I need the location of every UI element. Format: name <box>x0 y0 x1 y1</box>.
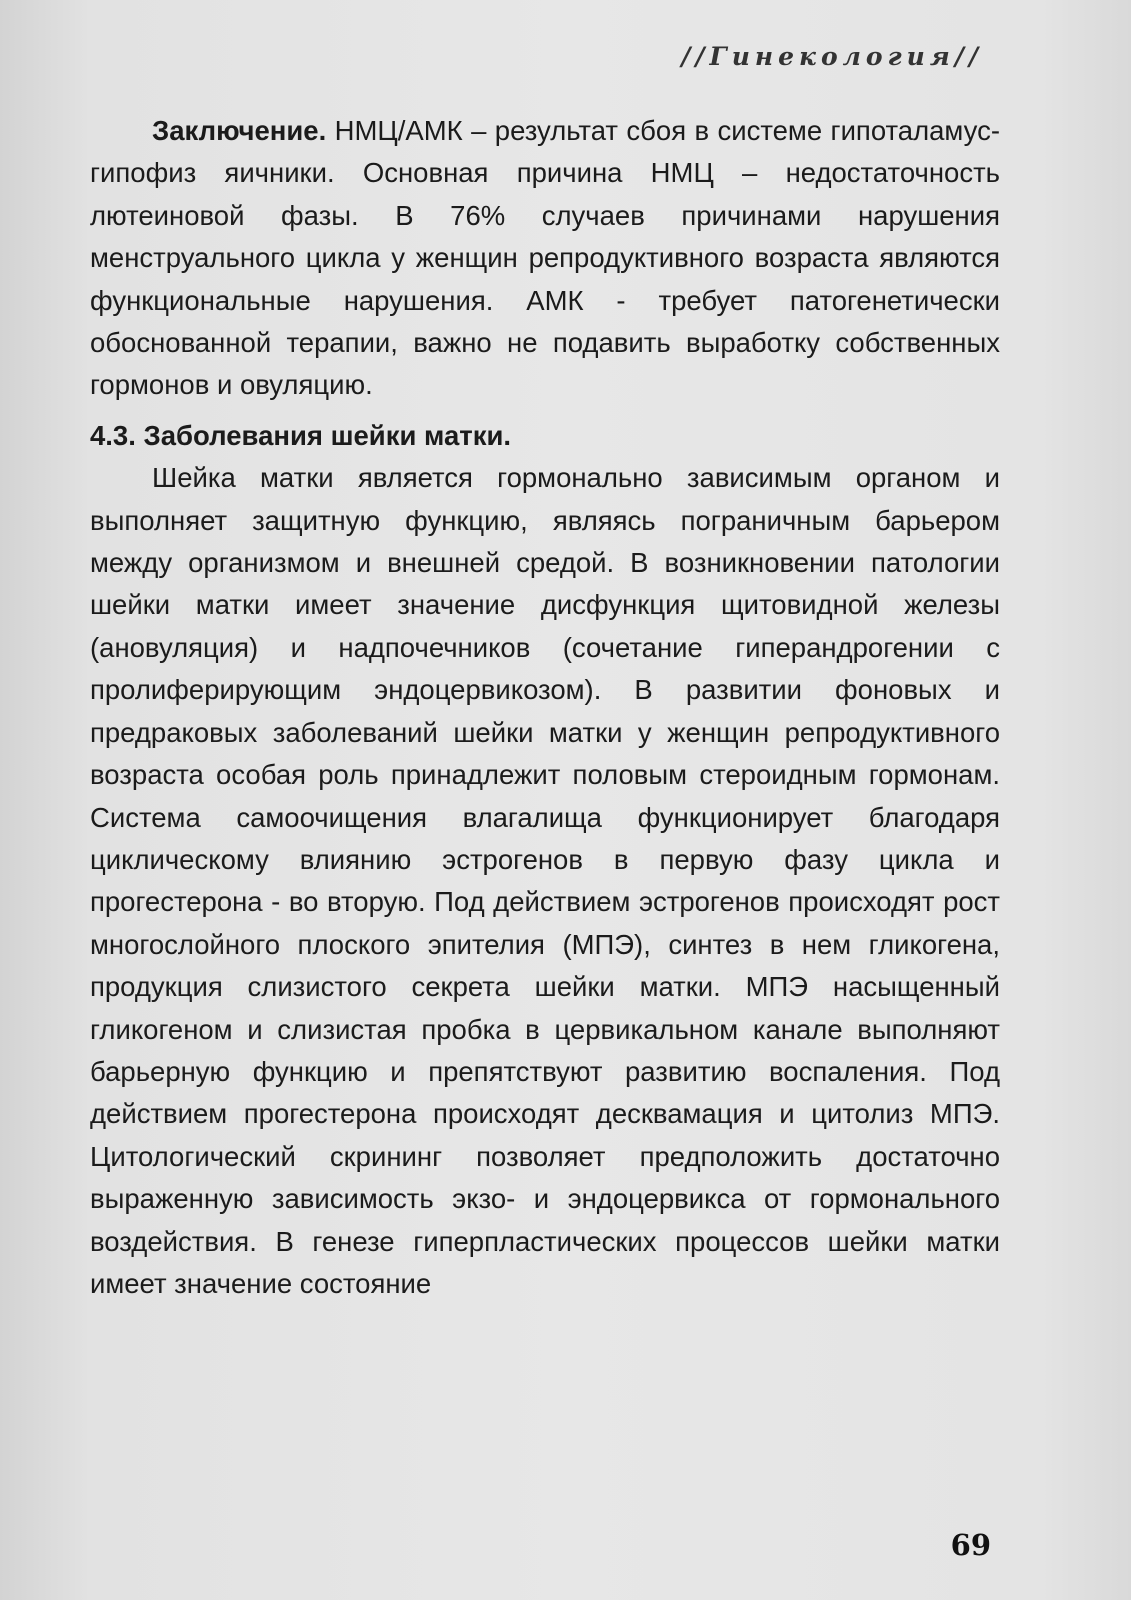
running-header: //Гинекология// <box>681 42 983 71</box>
conclusion-lead: Заключение. <box>152 115 327 146</box>
page-number: 69 <box>950 1528 991 1562</box>
page-body <box>90 110 1000 1305</box>
conclusion-text: НМЦ/АМК – результат сбоя в системе гипоталамус-гипофиз яичники. Основная причина НМЦ – недостаточность лютеиновой фазы. В 76% случаев причинами нарушения менструального цикла у женщин репродуктивного возраста являются функциональные нарушения. АМК - требует патогенетически обоснованной терапии, важно не подавить выработку собственных гормонов и овуляцию. <box>90 115 1000 401</box>
section-paragraph: Шейка матки является гормонально зависимым органом и выполняет защитную функцию, являясь пограничным барьером между организмом и внешней средой. В возникновении патологии шейки матки имеет значение дисфункция щитовидной железы (ановуляция) и надпочечников (сочетание гиперандрогении с пролиферирующим эндоцервикозом). В развитии фоновых и предраковых заболеваний шейки матки у женщин репродуктивного возраста особая роль принадлежит половым стероидным гормонам. Система самоочищения влагалища функционирует благодаря циклическому влиянию эстрогенов в первую фазу цикла и прогестерона - во вторую. Под действием эстрогенов происходят рост многослойного плоского эпителия (МПЭ), синтез в нем гликогена, продукция слизистого секрета шейки матки. МПЭ насыщенный гликогеном и слизистая пробка в цервикальном канале выполняют барьерную функцию и препятствуют развитию воспаления. Под действием прогестерона происходят десквамация и цитолиз МПЭ. Цитологический скрининг позволяет предположить достаточно выраженную зависимость экзо- и эндоцервикса от гормонального воздействия. В генезе гиперпластических процессов шейки матки имеет значение состояние <box>90 462 1000 1299</box>
section-heading: 4.3. Заболевания шейки матки. <box>90 419 512 451</box>
conclusion-paragraph <box>90 110 1000 407</box>
